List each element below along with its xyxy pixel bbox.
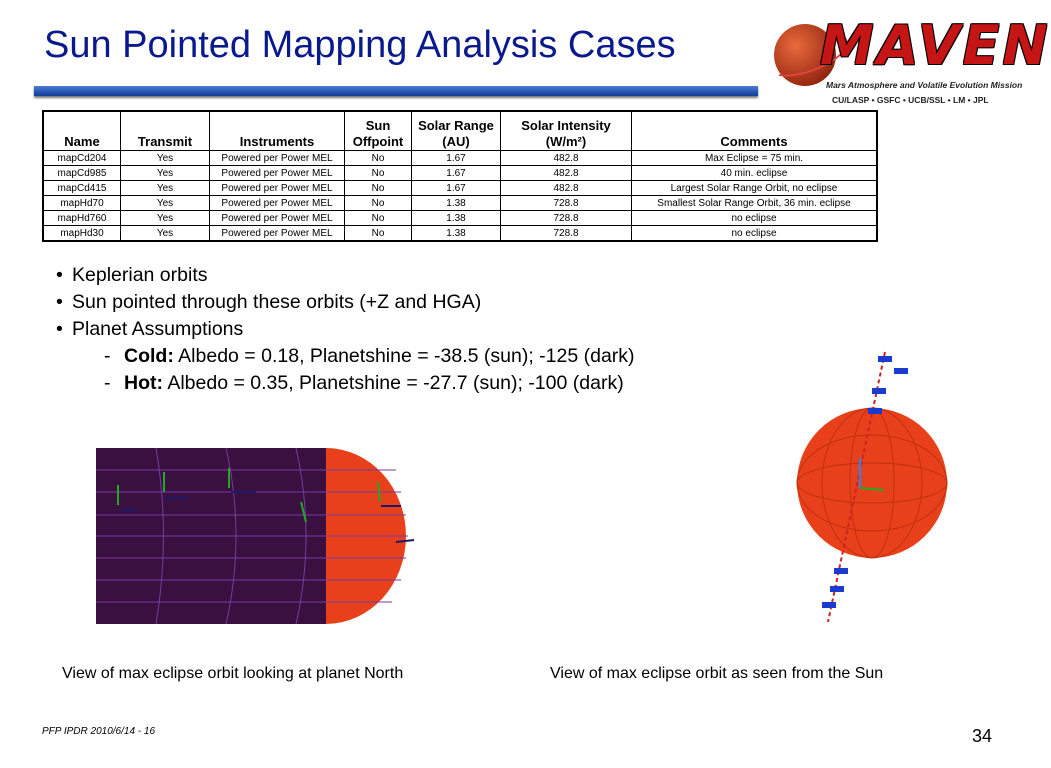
table-row <box>43 196 877 211</box>
table-cell: Powered per Power MEL <box>210 151 345 166</box>
table-cell: 728.8 <box>501 226 632 242</box>
table-row <box>43 226 877 242</box>
col-header-name: Name <box>43 111 121 151</box>
dash: - <box>104 372 111 394</box>
analysis-cases-table <box>42 110 878 242</box>
planet-disk <box>797 408 947 558</box>
caption-north-view: View of max eclipse orbit looking at planet North <box>62 665 404 682</box>
table-cell: 1.38 <box>412 211 501 226</box>
table-cell: No <box>345 151 412 166</box>
table-cell: mapHd70 <box>43 196 121 211</box>
sun-view-figure <box>760 340 960 630</box>
hot-text: Albedo = 0.35, Planetshine = -27.7 (sun); -100 (dark) <box>162 372 624 394</box>
table-cell: Yes <box>121 151 210 166</box>
col-header-transmit: Transmit <box>121 111 210 151</box>
table-cell: 482.8 <box>501 181 632 196</box>
table-cell: Yes <box>121 226 210 242</box>
caption-sun-view: View of max eclipse orbit as seen from the Sun <box>550 665 884 682</box>
page-number: 34 <box>972 726 993 746</box>
table-cell: Powered per Power MEL <box>210 181 345 196</box>
table-cell: 482.8 <box>501 151 632 166</box>
table-cell: 1.38 <box>412 226 501 242</box>
col-header-sun-offpoint: Sun Offpoint <box>345 111 412 151</box>
table-cell: 728.8 <box>501 196 632 211</box>
table-cell: Yes <box>121 196 210 211</box>
table-cell: No <box>345 196 412 211</box>
table-cell: 482.8 <box>501 166 632 181</box>
logo-word: MAVEN <box>820 14 1051 77</box>
table-cell: no eclipse <box>632 226 878 242</box>
table-row <box>43 211 877 226</box>
table-cell: Powered per Power MEL <box>210 211 345 226</box>
col-header-solar-intensity: Solar Intensity (W/m²) <box>501 111 632 151</box>
bullet-sun-pointed: • Sun pointed through these orbits (+Z and HGA) <box>56 289 635 316</box>
col-header-comments: Comments <box>632 111 878 151</box>
table-cell: No <box>345 181 412 196</box>
table-cell: mapCd204 <box>43 151 121 166</box>
table-cell: No <box>345 166 412 181</box>
sub-bullet-hot <box>56 370 635 397</box>
sub-bullet-cold <box>56 343 635 370</box>
bullet-list <box>56 262 635 397</box>
maven-logo <box>772 10 1051 110</box>
table-row <box>43 151 877 166</box>
table-cell: Yes <box>121 211 210 226</box>
table-cell: mapCd985 <box>43 166 121 181</box>
slide-title: Sun Pointed Mapping Analysis Cases <box>44 24 676 66</box>
table-cell: mapCd415 <box>43 181 121 196</box>
table-cell: no eclipse <box>632 211 878 226</box>
table-cell: 1.67 <box>412 181 501 196</box>
table-cell: No <box>345 226 412 242</box>
cold-text: Albedo = 0.18, Planetshine = -38.5 (sun); -125 (dark) <box>173 345 635 367</box>
title-rule <box>34 86 758 96</box>
table-cell: Powered per Power MEL <box>210 226 345 242</box>
table-cell: mapHd760 <box>43 211 121 226</box>
table-row <box>43 166 877 181</box>
table-cell: 728.8 <box>501 211 632 226</box>
table-header-row <box>43 111 877 151</box>
table-cell: No <box>345 211 412 226</box>
hot-label: Hot: <box>124 372 163 394</box>
col-header-solar-range: Solar Range (AU) <box>412 111 501 151</box>
table-cell: Yes <box>121 181 210 196</box>
dash: - <box>104 345 111 367</box>
footer-text: PFP IPDR 2010/6/14 - 16 <box>42 726 156 737</box>
table-row <box>43 181 877 196</box>
table-cell: Yes <box>121 166 210 181</box>
cold-label: Cold: <box>124 345 174 367</box>
bullet-planet-assumptions: • Planet Assumptions <box>56 316 635 343</box>
table-cell: Powered per Power MEL <box>210 166 345 181</box>
logo-partners: CU/LASP • GSFC • UCB/SSL • LM • JPL <box>832 95 989 105</box>
bullet-keplerian: • Keplerian orbits <box>56 262 635 289</box>
table-cell: Max Eclipse = 75 min. <box>632 151 878 166</box>
table-cell: mapHd30 <box>43 226 121 242</box>
col-header-instruments: Instruments <box>210 111 345 151</box>
table-cell: 1.67 <box>412 151 501 166</box>
logo-subtitle: Mars Atmosphere and Volatile Evolution Mission <box>826 80 1023 90</box>
table-cell: Powered per Power MEL <box>210 196 345 211</box>
table-cell: 40 min. eclipse <box>632 166 878 181</box>
table-cell: 1.67 <box>412 166 501 181</box>
table-cell: 1.38 <box>412 196 501 211</box>
table-cell: Smallest Solar Range Orbit, 36 min. eclipse <box>632 196 878 211</box>
north-view-figure <box>96 430 426 630</box>
table-cell: Largest Solar Range Orbit, no eclipse <box>632 181 878 196</box>
